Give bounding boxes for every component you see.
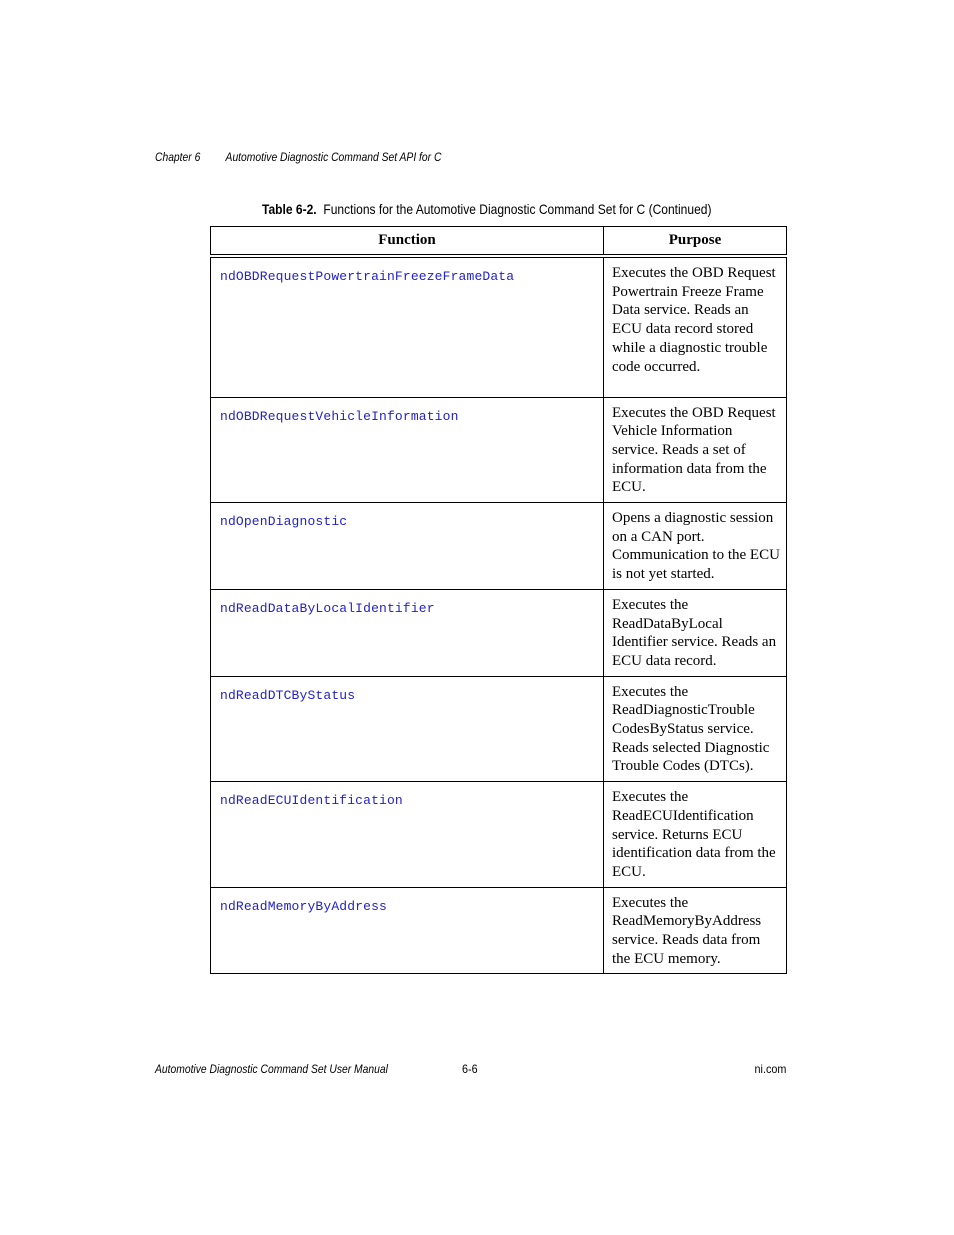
table-row <box>211 589 787 676</box>
purpose-cell: Executes the ReadMemoryByAddress service. Reads data from the ECU memory. <box>604 887 787 974</box>
function-cell <box>211 589 604 676</box>
table-row <box>211 503 787 590</box>
functions-table <box>210 226 787 974</box>
column-header-function: Function <box>211 227 604 257</box>
purpose-cell: Executes the ReadDataByLocal Identifier service. Reads an ECU data record. <box>604 589 787 676</box>
chapter-title: Automotive Diagnostic Command Set API for C <box>225 150 442 164</box>
function-link[interactable]: ndOBDRequestPowertrainFreezeFrameData <box>220 269 515 284</box>
table-row <box>211 782 787 888</box>
footer-page-number: 6-6 <box>462 1062 478 1076</box>
footer-manual-title: Automotive Diagnostic Command Set User Manual <box>155 1062 388 1076</box>
table-row <box>211 256 787 397</box>
table-row <box>211 676 787 782</box>
function-link[interactable]: ndReadMemoryByAddress <box>220 898 387 914</box>
purpose-cell: Executes the OBD Request Vehicle Information service. Reads a set of information data from the ECU. <box>604 397 787 503</box>
table-caption-text: Functions for the Automotive Diagnostic Command Set for C (Continued) <box>323 201 712 217</box>
function-cell <box>211 256 604 397</box>
function-cell <box>211 503 604 590</box>
running-header <box>155 150 441 164</box>
function-cell <box>211 397 604 503</box>
purpose-cell: Executes the ReadDiagnosticTrouble CodesByStatus service. Reads selected Diagnostic Trouble Codes (DTCs). <box>604 676 787 782</box>
function-link[interactable]: ndReadECUIdentification <box>220 793 403 809</box>
purpose-cell: Opens a diagnostic session on a CAN port. Communication to the ECU is not yet started. <box>604 503 787 590</box>
table-header-row <box>211 227 787 257</box>
chapter-label: Chapter 6 <box>155 150 201 164</box>
footer-website[interactable]: ni.com <box>754 1062 786 1076</box>
column-header-purpose: Purpose <box>604 227 787 257</box>
purpose-cell: Executes the OBD Request Powertrain Freeze Frame Data service. Reads an ECU data record stored while a diagnostic trouble code occurred. <box>604 256 787 397</box>
function-cell <box>211 676 604 782</box>
function-link[interactable]: ndReadDataByLocalIdentifier <box>220 600 435 616</box>
table-caption-label: Table 6-2. <box>262 201 317 217</box>
function-link[interactable]: ndOpenDiagnostic <box>220 514 348 530</box>
table-row <box>211 887 787 974</box>
running-footer <box>155 1062 786 1078</box>
function-cell <box>211 782 604 888</box>
function-link[interactable]: ndReadDTCByStatus <box>220 687 356 703</box>
table-row <box>211 397 787 503</box>
table-caption <box>262 201 711 217</box>
purpose-cell: Executes the ReadECUIdentification service. Returns ECU identification data from the ECU. <box>604 782 787 888</box>
function-cell <box>211 887 604 974</box>
function-link[interactable]: ndOBDRequestVehicleInformation <box>220 408 459 424</box>
